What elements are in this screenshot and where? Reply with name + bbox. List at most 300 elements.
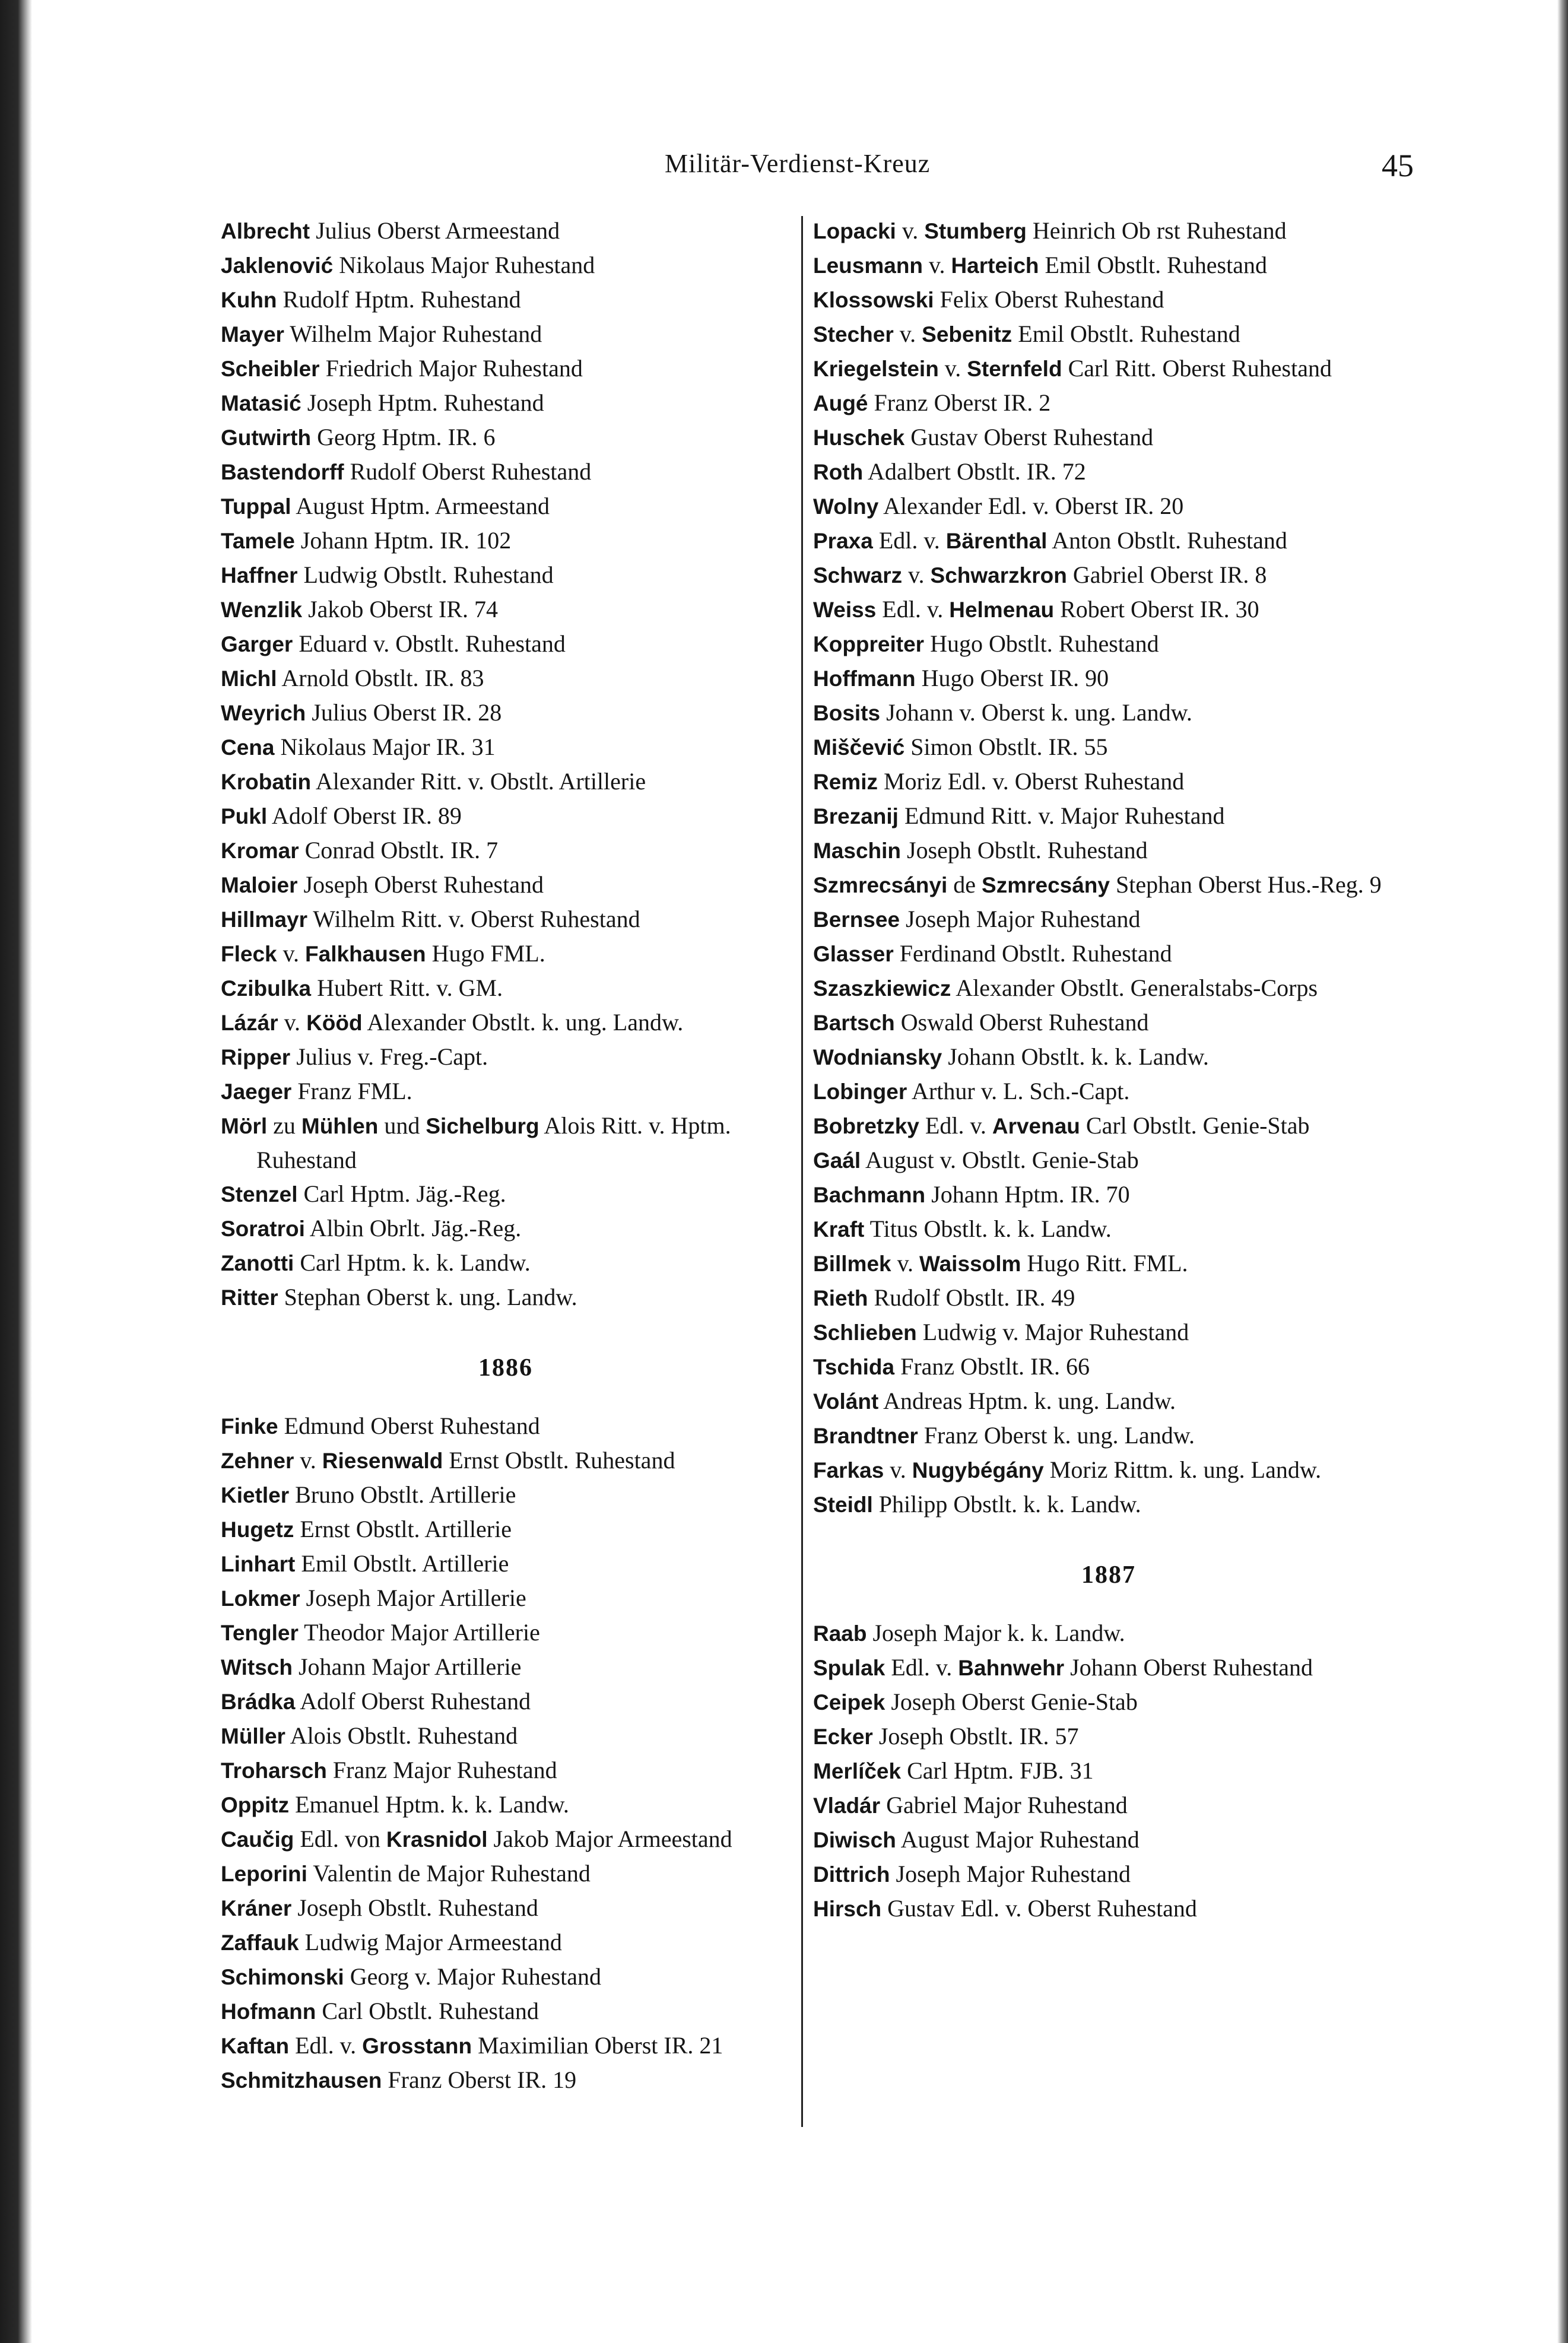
right-column <box>813 214 1404 1926</box>
entry <box>221 1005 791 1040</box>
entry-surname: Wolny <box>813 494 879 519</box>
entry-surname: Lopacki <box>813 219 896 243</box>
entry-surname: Miščević <box>813 735 905 760</box>
entry-details: Stephan Oberst k. ung. Landw. <box>278 1284 577 1310</box>
entry-surname: Bosits <box>813 701 881 725</box>
entry <box>221 558 791 592</box>
entry-details: Adolf Oberst IR. 89 <box>267 802 462 829</box>
entry-surname: Bahnwehr <box>958 1656 1065 1680</box>
entry-details: Carl Ritt. Oberst Ruhestand <box>1062 355 1332 382</box>
entry-details: Alexander Obstlt. k. ung. Landw. <box>362 1009 684 1036</box>
entry <box>813 317 1404 351</box>
entry <box>813 1074 1404 1109</box>
entry-details: Edmund Ritt. v. Major Ruhestand <box>898 802 1225 829</box>
entry-surname: Schwarz <box>813 563 903 588</box>
entry-details: Franz Oberst IR. 19 <box>382 2066 577 2093</box>
entry-details: Rudolf Oberst Ruhestand <box>344 458 592 485</box>
entry-details: Alexander Edl. v. Oberst IR. 20 <box>878 493 1184 519</box>
entry-details: Joseph Major Ruhestand <box>890 1861 1131 1887</box>
entry-surname: Schwarzkron <box>930 563 1067 588</box>
entry <box>221 1925 791 1960</box>
entry-surname: Cena <box>221 735 275 760</box>
entry-details: Georg v. Major Ruhestand <box>344 1963 601 1990</box>
entry-surname: Billmek <box>813 1252 891 1276</box>
entry <box>813 868 1404 902</box>
entry-surname: Huschek <box>813 426 905 450</box>
entry-details: Carl Obstlt. Ruhestand <box>316 1998 539 2024</box>
entry-surname: Szaszkiewicz <box>813 976 951 1001</box>
entry <box>221 1246 791 1280</box>
entry-surname: Müller <box>221 1724 285 1748</box>
year-heading-1886: 1886 <box>478 1354 533 1382</box>
entry <box>813 1685 1404 1719</box>
entry-surname: Szmrecsány <box>982 873 1110 897</box>
entry <box>221 1856 791 1891</box>
entry-details: Anton Obstlt. Ruhestand <box>1047 527 1287 554</box>
entry-details: Nikolaus Major IR. 31 <box>274 734 496 760</box>
entry-details: Joseph Major Artillerie <box>300 1585 526 1611</box>
entry <box>221 248 791 282</box>
entry-surname: Stenzel <box>221 1182 298 1207</box>
entry-details: Friedrich Major Ruhestand <box>319 355 583 382</box>
entry-details: Johann Oberst Ruhestand <box>1064 1654 1313 1681</box>
entry-surname: Gaál <box>813 1148 861 1173</box>
entry-surname: Troharsch <box>221 1758 327 1783</box>
entry-surname: Sebenitz <box>922 322 1012 347</box>
entry-surname: Weiss <box>813 598 877 622</box>
entry-surname: Wenzlik <box>221 598 303 622</box>
entry-details: v. <box>938 355 967 382</box>
entry-details: Conrad Obstlt. IR. 7 <box>299 837 499 863</box>
entry-surname: Brádka <box>221 1690 296 1714</box>
entry-surname: Volánt <box>813 1389 879 1414</box>
entry-surname: Kriegelstein <box>813 357 939 381</box>
entry-details: Ferdinand Obstlt. Ruhestand <box>893 940 1172 967</box>
entry-details: Maximilian Oberst IR. 21 <box>472 2032 723 2059</box>
entry <box>221 1478 791 1512</box>
entry-details: Edl. v. <box>872 527 946 554</box>
entry-surname: Diwisch <box>813 1828 896 1852</box>
entry-details: Julius v. Freg.-Capt. <box>290 1043 488 1070</box>
entry <box>221 936 791 971</box>
entry <box>813 833 1404 868</box>
entry <box>221 696 791 730</box>
entry-surname: Leusmann <box>813 253 923 278</box>
entry-surname: Zaffauk <box>221 1931 299 1955</box>
entry-details: v. <box>893 320 922 347</box>
entry-surname: Tuppal <box>221 494 291 519</box>
entry-details: Emil Obstlt. Ruhestand <box>1039 252 1267 278</box>
entry <box>221 1891 791 1925</box>
entry-surname: Pukl <box>221 804 268 828</box>
entry-surname: Bärenthal <box>945 529 1048 553</box>
entry-details: Carl Hptm. FJB. 31 <box>901 1757 1094 1784</box>
entry-surname: Kööd <box>306 1011 363 1035</box>
entry <box>813 661 1404 696</box>
entry <box>221 420 791 455</box>
entry-surname: Schmitzhausen <box>221 2068 382 2093</box>
entry-details: Wilhelm Major Ruhestand <box>284 320 542 347</box>
entry <box>221 1960 791 1994</box>
entry-details: Titus Obstlt. k. k. Landw. <box>864 1215 1112 1242</box>
scan-left-edge <box>0 0 32 2343</box>
entry <box>813 1143 1404 1177</box>
entry-surname: Schlieben <box>813 1320 917 1345</box>
entry-surname: Maloier <box>221 873 298 897</box>
entry-details: v. <box>923 252 951 278</box>
entry <box>221 351 791 386</box>
entry-surname: Mayer <box>221 322 284 347</box>
entry <box>221 592 791 627</box>
entry <box>813 282 1404 317</box>
entry-surname: Augé <box>813 391 868 415</box>
entry-details: Arthur v. L. Sch.-Capt. <box>907 1078 1130 1104</box>
entry-surname: Kromar <box>221 839 299 863</box>
entry-surname: Kietler <box>221 1483 290 1507</box>
entry <box>221 1684 791 1719</box>
entry-details: Franz Obstlt. IR. 66 <box>894 1353 1090 1380</box>
entry-details: v. <box>884 1456 912 1483</box>
entry-surname: Gutwirth <box>221 426 312 450</box>
entry <box>813 1212 1404 1246</box>
entry-details: Moriz Rittm. k. ung. Landw. <box>1043 1456 1322 1483</box>
entry-details: Rudolf Hptm. Ruhestand <box>277 286 521 313</box>
entry-surname: Stumberg <box>924 219 1027 243</box>
entry-details: August v. Obstlt. Genie-Stab <box>861 1147 1139 1173</box>
left-column <box>221 214 791 2097</box>
entry-surname: Kuhn <box>221 288 277 312</box>
entry <box>221 902 791 936</box>
entry-details: Adolf Oberst Ruhestand <box>295 1688 531 1715</box>
entry-surname: Falkhausen <box>305 942 426 966</box>
entry-details: Edmund Oberst Ruhestand <box>278 1412 540 1439</box>
entry <box>813 1754 1404 1788</box>
entry <box>221 1109 791 1177</box>
entry-surname: Klossowski <box>813 288 934 312</box>
entry <box>221 2028 791 2063</box>
column-divider <box>801 216 803 2127</box>
entry-details: Emil Obstlt. Artillerie <box>295 1550 509 1577</box>
entry-surname: Michl <box>221 666 277 691</box>
entry-surname: Sichelburg <box>426 1114 539 1138</box>
entry-surname: Ecker <box>813 1725 873 1749</box>
entry-details: Johann v. Oberst k. ung. Landw. <box>880 699 1192 726</box>
entry <box>813 799 1404 833</box>
entry-details: Hugo Obstlt. Ruhestand <box>924 630 1159 657</box>
entry-details: Carl Obstlt. Genie-Stab <box>1080 1112 1310 1139</box>
entry <box>221 317 791 351</box>
entry-surname: Sternfeld <box>967 357 1062 381</box>
entry-details: Gabriel Oberst IR. 8 <box>1067 561 1267 588</box>
entry-details: Nikolaus Major Ruhestand <box>333 252 595 278</box>
entry-surname: Bobretzky <box>813 1114 919 1138</box>
entry-surname: Rieth <box>813 1286 868 1310</box>
entry <box>813 1109 1404 1143</box>
entry-details: Carl Hptm. Jäg.-Reg. <box>297 1180 506 1207</box>
entry-details: Franz Oberst k. ung. Landw. <box>918 1422 1195 1449</box>
entry-details: Theodor Major Artillerie <box>298 1619 540 1646</box>
running-title: Militär-Verdienst-Kreuz <box>665 149 931 178</box>
entry-details: Johann Hptm. IR. 70 <box>925 1181 1130 1208</box>
entry-surname: Kráner <box>221 1896 292 1920</box>
entry <box>813 936 1404 971</box>
entry-surname: Bartsch <box>813 1011 895 1035</box>
entry <box>813 214 1404 248</box>
entry-surname: Caučig <box>221 1827 294 1852</box>
entry-surname: Linhart <box>221 1552 296 1576</box>
entry-surname: Praxa <box>813 529 873 553</box>
entry <box>221 661 791 696</box>
entry-surname: Ceipek <box>813 1690 885 1715</box>
entry-surname: Bernsee <box>813 907 900 932</box>
right-list-1886 <box>813 214 1404 1522</box>
entry <box>221 282 791 317</box>
entry-surname: Mühlen <box>301 1114 379 1138</box>
scan-right-edge <box>1557 0 1568 2343</box>
entry-details: Joseph Major k. k. Landw. <box>866 1620 1125 1646</box>
entry-details: Johann Obstlt. k. k. Landw. <box>942 1043 1209 1070</box>
entry-details: Simon Obstlt. IR. 55 <box>904 734 1108 760</box>
entry <box>221 1719 791 1753</box>
entry <box>221 1650 791 1684</box>
entry-details: Stephan Oberst Hus.-Reg. 9 <box>1109 871 1382 898</box>
entry-surname: Farkas <box>813 1458 884 1482</box>
entry <box>813 420 1404 455</box>
entry <box>221 971 791 1005</box>
entry-details: Hugo Ritt. FML. <box>1021 1250 1188 1277</box>
entry-details: v. <box>902 561 931 588</box>
entry-surname: Tengler <box>221 1621 299 1645</box>
entry-details: Edl. v. <box>289 2032 363 2059</box>
entry-details: Julius Oberst IR. 28 <box>306 699 502 726</box>
entry-surname: Merlíček <box>813 1759 902 1783</box>
entry <box>813 971 1404 1005</box>
entry <box>221 1512 791 1547</box>
entry-surname: Hirsch <box>813 1897 882 1921</box>
entry <box>221 1822 791 1856</box>
entry-details: Emanuel Hptm. k. k. Landw. <box>289 1791 569 1818</box>
entry <box>813 1650 1404 1685</box>
entry <box>813 1719 1404 1754</box>
entry-details: Joseph Obstlt. Ruhestand <box>901 837 1148 863</box>
entry <box>813 1418 1404 1453</box>
entry <box>813 248 1404 282</box>
entry-surname: Lokmer <box>221 1586 300 1611</box>
entry <box>221 1040 791 1074</box>
entry-details: Hubert Ritt. v. GM. <box>311 974 503 1001</box>
entry-surname: Arvenau <box>992 1114 1080 1138</box>
entry-details: Joseph Obstlt. IR. 57 <box>872 1723 1079 1750</box>
entry-details: v. <box>278 1009 307 1036</box>
entry-details: August Hptm. Armeestand <box>291 493 550 519</box>
entry-surname: Stecher <box>813 322 894 347</box>
entry-details: Adalbert Obstlt. IR. 72 <box>863 458 1086 485</box>
entry-details: Joseph Oberst Ruhestand <box>297 871 544 898</box>
entry <box>221 799 791 833</box>
entry-details: Hugo FML. <box>426 940 545 967</box>
entry-surname: Vladár <box>813 1793 881 1818</box>
entry <box>221 833 791 868</box>
left-list-1886 <box>221 1409 791 2097</box>
entry-details: v. <box>277 940 306 967</box>
entry-details: Joseph Oberst Genie-Stab <box>885 1688 1138 1715</box>
entry-details: Edl. v. <box>919 1112 992 1139</box>
entry <box>813 1487 1404 1522</box>
entry <box>221 730 791 764</box>
entry-surname: Matasić <box>221 391 301 415</box>
entry-details: Albin Obrlt. Jäg.-Reg. <box>304 1215 522 1242</box>
entry-details: Eduard v. Obstlt. Ruhestand <box>293 630 566 657</box>
entry-surname: Mörl <box>221 1114 268 1138</box>
entry-details: Heinrich Ob rst Ruhestand <box>1026 217 1287 244</box>
entry-surname: Koppreiter <box>813 632 925 656</box>
entry-details: Georg Hptm. IR. 6 <box>311 424 496 450</box>
entry <box>813 1315 1404 1350</box>
entry-details: zu <box>267 1112 301 1139</box>
entry <box>813 1005 1404 1040</box>
entry <box>221 1994 791 2028</box>
entry-details: Emil Obstlt. Ruhestand <box>1012 320 1240 347</box>
entry-details: Ludwig v. Major Ruhestand <box>916 1319 1189 1345</box>
entry-surname: Krobatin <box>221 770 312 794</box>
entry-surname: Hugetz <box>221 1517 294 1542</box>
entry-surname: Hofmann <box>221 1999 316 2024</box>
entry-surname: Brezanij <box>813 804 899 828</box>
entry-details: Edl. v. <box>876 596 950 623</box>
entry-surname: Spulak <box>813 1656 885 1680</box>
entry-details: Ludwig Major Armeestand <box>299 1929 562 1955</box>
entry <box>221 1615 791 1650</box>
entry-surname: Kaftan <box>221 2034 290 2058</box>
entry-surname: Jaeger <box>221 1080 292 1104</box>
entry <box>813 1788 1404 1823</box>
entry-details: Johann Hptm. IR. 102 <box>294 527 512 554</box>
entry-details: Valentin de Major Ruhestand <box>307 1860 591 1887</box>
entry-details: v. <box>896 217 925 244</box>
entry-details: Bruno Obstlt. Artillerie <box>289 1481 516 1508</box>
entry <box>813 1350 1404 1384</box>
entry <box>221 489 791 523</box>
entry-details: Carl Hptm. k. k. Landw. <box>294 1249 531 1276</box>
entry-details: Oswald Oberst Ruhestand <box>894 1009 1149 1036</box>
entry-details: Ernst Obstlt. Artillerie <box>294 1516 512 1542</box>
entry-surname: Remiz <box>813 770 878 794</box>
entry-surname: Maschin <box>813 839 902 863</box>
entry <box>813 1040 1404 1074</box>
entry-details: v. <box>891 1250 920 1277</box>
right-list-1887 <box>813 1616 1404 1926</box>
entry-surname: Roth <box>813 460 864 484</box>
entry <box>221 1753 791 1788</box>
entry-surname: Steidl <box>813 1493 873 1517</box>
entry <box>221 1581 791 1615</box>
entry-surname: Scheibler <box>221 357 320 381</box>
entry-details: Gustav Oberst Ruhestand <box>904 424 1154 450</box>
entry-surname: Hoffmann <box>813 666 916 691</box>
entry <box>221 1177 791 1211</box>
entry-details: Joseph Hptm. Ruhestand <box>301 389 544 416</box>
entry <box>221 1788 791 1822</box>
entry-surname: Leporini <box>221 1862 307 1886</box>
entry <box>221 523 791 558</box>
entry-surname: Glasser <box>813 942 894 966</box>
entry-details: Felix Oberst Ruhestand <box>934 286 1164 313</box>
entry-surname: Weyrich <box>221 701 306 725</box>
entry-surname: Zehner <box>221 1449 294 1473</box>
entry-surname: Riesenwald <box>322 1449 443 1473</box>
entry <box>221 764 791 799</box>
entry-surname: Waissolm <box>919 1252 1021 1276</box>
entry-details: Robert Oberst IR. 30 <box>1054 596 1259 623</box>
entry-details: Joseph Major Ruhestand <box>900 906 1141 932</box>
entry <box>813 351 1404 386</box>
entry-details: Andreas Hptm. k. ung. Landw. <box>878 1388 1176 1414</box>
entry <box>813 489 1404 523</box>
entry-details: Franz FML. <box>291 1078 412 1104</box>
entry <box>813 1177 1404 1212</box>
entry-details: Alexander Ritt. v. Obstlt. Artillerie <box>311 768 646 795</box>
entry-details: Alois Ritt. v. Hptm. Ruhestand <box>256 1112 731 1173</box>
entry <box>813 592 1404 627</box>
entry-details: Alois Obstlt. Ruhestand <box>285 1722 518 1749</box>
entry <box>221 386 791 420</box>
entry-details: Wilhelm Ritt. v. Oberst Ruhestand <box>307 906 640 932</box>
entry-surname: Bastendorff <box>221 460 344 484</box>
entry <box>813 696 1404 730</box>
entry <box>813 1246 1404 1281</box>
entry-details: Moriz Edl. v. Oberst Ruhestand <box>877 768 1185 795</box>
entry-details: Jakob Oberst IR. 74 <box>302 596 499 623</box>
entry <box>221 2063 791 2097</box>
entry-surname: Jaklenović <box>221 253 334 278</box>
entry <box>813 1281 1404 1315</box>
entry <box>813 1453 1404 1487</box>
entry-surname: Czibulka <box>221 976 312 1001</box>
entry-surname: Bachmann <box>813 1183 926 1207</box>
entry <box>813 764 1404 799</box>
entry <box>813 1857 1404 1891</box>
entry <box>221 455 791 489</box>
entry-details: Julius Oberst Armeestand <box>310 217 560 244</box>
entry-details: und <box>378 1112 426 1139</box>
entry-details: Ernst Obstlt. Ruhestand <box>443 1447 675 1474</box>
entry-details: Franz Major Ruhestand <box>326 1757 557 1783</box>
entry-surname: Brandtner <box>813 1424 918 1448</box>
entry-details: August Major Ruhestand <box>896 1826 1140 1853</box>
entry-surname: Krasnidol <box>386 1827 488 1852</box>
entry <box>221 1074 791 1109</box>
entry-surname: Hillmayr <box>221 907 308 932</box>
entry-surname: Raab <box>813 1621 867 1646</box>
entry-surname: Nugybégány <box>912 1458 1044 1482</box>
entry <box>813 1823 1404 1857</box>
year-heading-1887: 1887 <box>1081 1561 1136 1589</box>
entry-surname: Kraft <box>813 1217 865 1242</box>
entry <box>813 523 1404 558</box>
entry-details: Gabriel Major Ruhestand <box>880 1792 1128 1818</box>
entry <box>221 1211 791 1246</box>
entry-surname: Helmenau <box>949 598 1055 622</box>
entry-surname: Tamele <box>221 529 295 553</box>
entry <box>813 455 1404 489</box>
entry-details: Rudolf Obstlt. IR. 49 <box>868 1284 1075 1311</box>
entry <box>813 558 1404 592</box>
entry <box>221 1409 791 1443</box>
entry-surname: Finke <box>221 1414 278 1439</box>
entry <box>813 730 1404 764</box>
entry-details: Franz Oberst IR. 2 <box>868 389 1051 416</box>
entry-surname: Zanotti <box>221 1251 294 1275</box>
